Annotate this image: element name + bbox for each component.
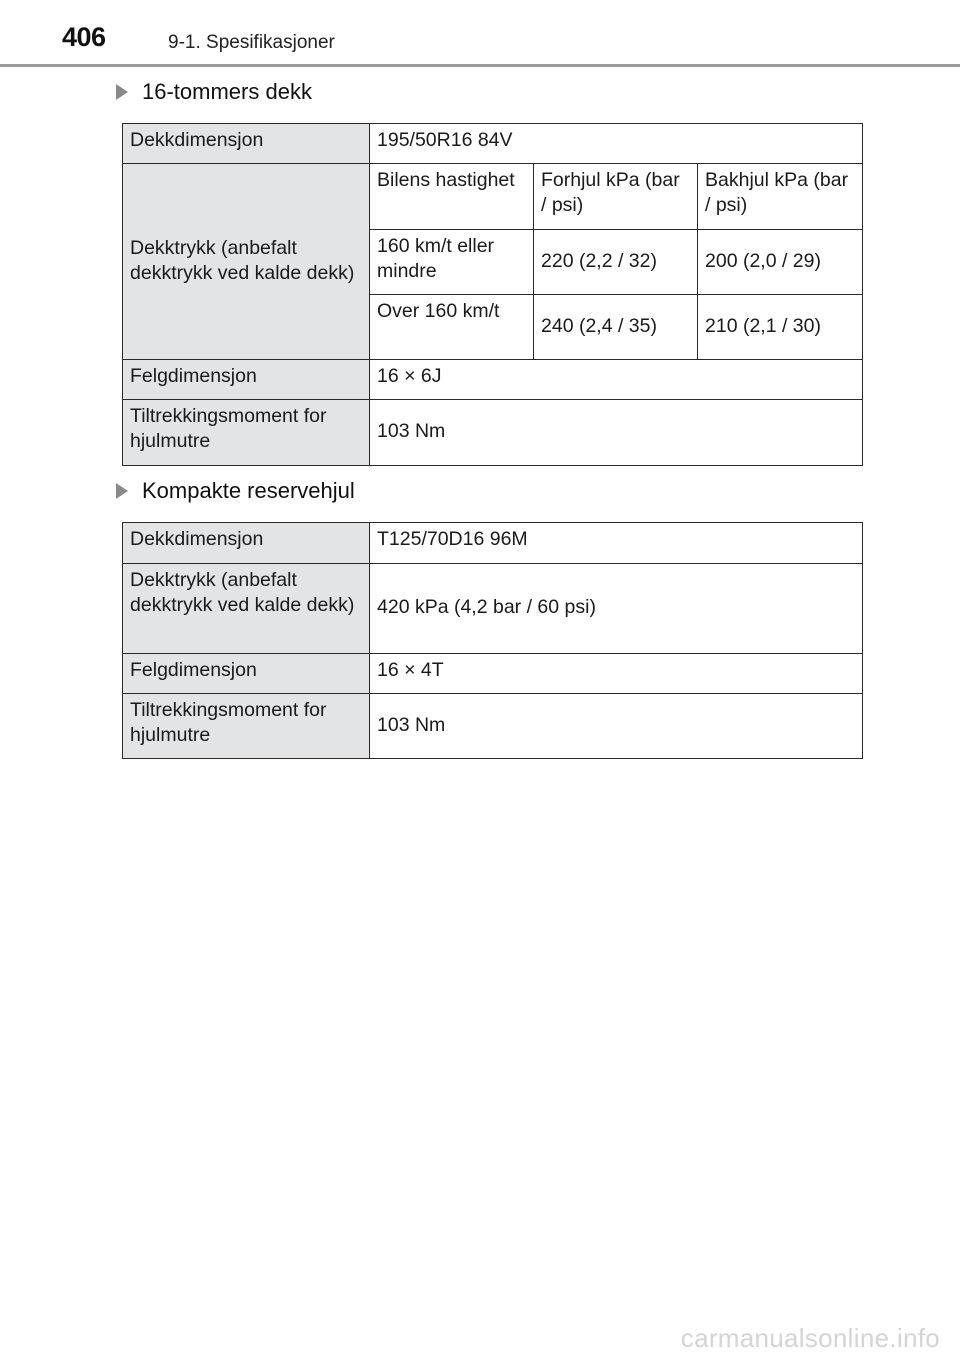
front-header: Forhjul kPa (bar / psi) xyxy=(534,164,698,230)
tire-size-label: Dekkdimensjon xyxy=(123,124,370,164)
spec-table-16-inch xyxy=(122,123,863,466)
table-row xyxy=(123,400,863,466)
section-heading-text: 16-tommers dekk xyxy=(142,79,312,104)
section-heading-compact-spare xyxy=(116,478,355,504)
table-row xyxy=(123,360,863,400)
torque-label: Tiltrekkingsmoment for hjulmutre xyxy=(123,400,370,466)
triangle-bullet-icon xyxy=(116,483,128,499)
header-divider xyxy=(0,64,960,67)
chapter-title: 9-1. Spesifikasjoner xyxy=(168,32,335,53)
table-row xyxy=(123,124,863,164)
triangle-bullet-icon xyxy=(116,84,128,100)
rim-size-label: Felgdimensjon xyxy=(123,360,370,400)
front-pressure-cell: 240 (2,4 / 35) xyxy=(534,295,698,360)
rim-size-value: 16 × 6J xyxy=(370,360,863,400)
tire-size-value: 195/50R16 84V xyxy=(370,124,863,164)
speed-cell: 160 km/t eller mindre xyxy=(370,230,534,295)
section-heading-16-inch xyxy=(116,79,312,105)
tire-size-value: T125/70D16 96M xyxy=(370,523,863,564)
section-heading-text: Kompakte reservehjul xyxy=(142,478,355,503)
torque-value: 103 Nm xyxy=(370,694,863,759)
pressure-label: Dekktrykk (anbefalt dekktrykk ved kalde dekk) xyxy=(123,164,370,360)
page-header xyxy=(0,0,960,70)
pressure-label: Dekktrykk (anbefalt dekktrykk ved kalde dekk) xyxy=(123,564,370,654)
speed-cell: Over 160 km/t xyxy=(370,295,534,360)
table-row xyxy=(123,564,863,654)
torque-label: Tiltrekkingsmoment for hjulmutre xyxy=(123,694,370,759)
tire-size-label: Dekkdimensjon xyxy=(123,523,370,564)
table-row xyxy=(123,694,863,759)
rear-pressure-cell: 210 (2,1 / 30) xyxy=(698,295,863,360)
spec-table-compact-spare xyxy=(122,522,863,759)
rim-size-value: 16 × 4T xyxy=(370,654,863,694)
rim-size-label: Felgdimensjon xyxy=(123,654,370,694)
table-row xyxy=(123,654,863,694)
speed-header: Bilens hastighet xyxy=(370,164,534,230)
table-row xyxy=(123,523,863,564)
rear-header: Bakhjul kPa (bar / psi) xyxy=(698,164,863,230)
front-pressure-cell: 220 (2,2 / 32) xyxy=(534,230,698,295)
rear-pressure-cell: 200 (2,0 / 29) xyxy=(698,230,863,295)
table-row xyxy=(123,164,863,230)
torque-value: 103 Nm xyxy=(370,400,863,466)
watermark: carmanualsonline.info xyxy=(680,1323,940,1353)
page-number: 406 xyxy=(62,22,106,52)
pressure-value: 420 kPa (4,2 bar / 60 psi) xyxy=(370,564,863,654)
